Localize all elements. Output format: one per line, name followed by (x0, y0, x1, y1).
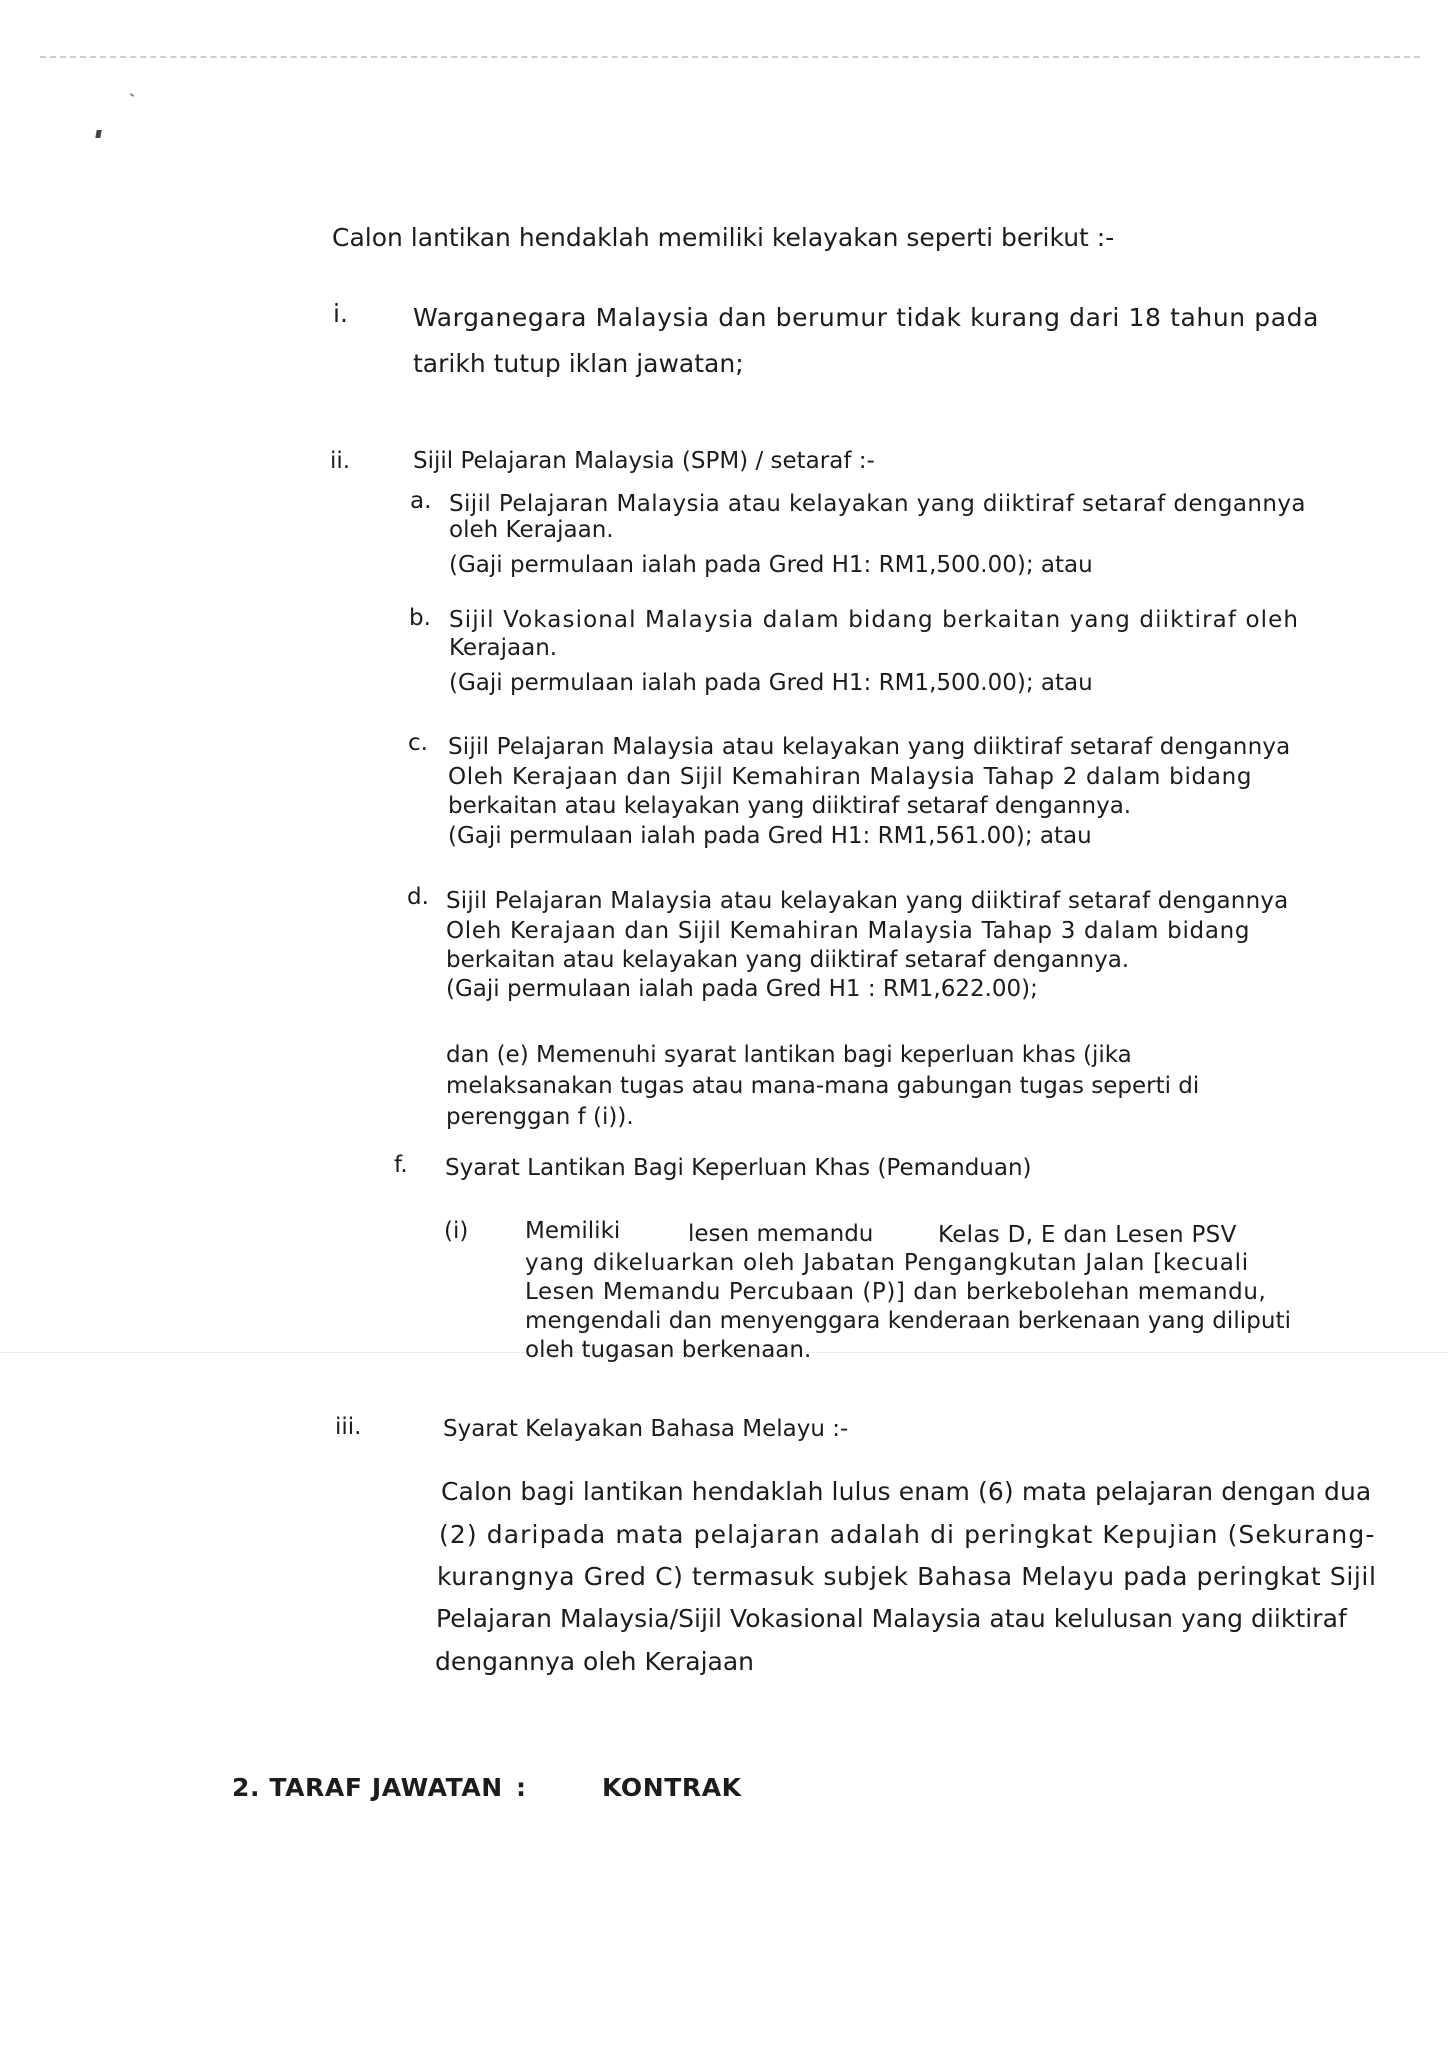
sub-item-f-i-line: mengendali dan menyenggara kenderaan berkenaan yang diliputi (525, 1308, 1292, 1334)
sub-item-c-line: berkaitan atau kelayakan yang diiktiraf setaraf dengannya. (448, 793, 1132, 819)
sub-item-f-i-line: yang dikeluarkan oleh Jabatan Pengangkutan Jalan [kecuali (525, 1250, 1249, 1276)
sub-item-f-i-word: Memiliki (525, 1218, 621, 1244)
sub-item-a-line: Sijil Pelajaran Malaysia atau kelayakan yang diiktiraf setaraf dengannya (449, 491, 1306, 517)
sub-item-c-line: Oleh Kerajaan dan Sijil Kemahiran Malaysia Tahap 2 dalam bidang (448, 764, 1253, 790)
sub-item-b-line: Kerajaan. (449, 635, 558, 661)
sub-item-a-salary: (Gaji permulaan ialah pada Gred H1: RM1,500.00); atau (449, 552, 1093, 578)
item-iii-title: Syarat Kelayakan Bahasa Melayu :- (443, 1416, 849, 1442)
sub-item-c-line: Sijil Pelajaran Malaysia atau kelayakan yang diiktiraf setaraf dengannya (448, 734, 1291, 760)
item-iii-line: Pelajaran Malaysia/Sijil Vokasional Malaysia atau kelulusan yang diiktiraf (436, 1604, 1347, 1633)
sub-item-d-line: Oleh Kerajaan dan Sijil Kemahiran Malaysia Tahap 3 dalam bidang (446, 918, 1251, 944)
section-2-value: KONTRAK (602, 1773, 742, 1802)
sub-item-e-line: dan (e) Memenuhi syarat lantikan bagi keperluan khas (jika (446, 1042, 1132, 1068)
sub-item-e-line: melaksanakan tugas atau mana-mana gabungan tugas seperti di (446, 1073, 1200, 1099)
sub-item-b-label: b. (409, 605, 431, 631)
item-iii-line: Calon bagi lantikan hendaklah lulus enam (6) mata pelajaran dengan dua (441, 1477, 1372, 1506)
sub-item-d-line: berkaitan atau kelayakan yang diiktiraf setaraf dengannya. (446, 947, 1130, 973)
sub-item-b-salary: (Gaji permulaan ialah pada Gred H1: RM1,500.00); atau (449, 670, 1093, 696)
scan-artifact-speck (95, 130, 101, 138)
sub-item-f-label: f. (394, 1152, 408, 1178)
section-2-colon: : (516, 1773, 526, 1802)
sub-item-d-salary: (Gaji permulaan ialah pada Gred H1 : RM1,622.00); (446, 976, 1038, 1002)
sub-item-f-i-label: (i) (444, 1218, 469, 1244)
item-iii-line: (2) daripada mata pelajaran adalah di peringkat Kepujian (Sekurang- (439, 1520, 1376, 1549)
sub-item-c-label: c. (408, 730, 428, 756)
scan-artifact-line (40, 56, 1420, 58)
intro-text: Calon lantikan hendaklah memiliki kelayakan seperti berikut :- (332, 223, 1115, 252)
sub-item-e-line: perenggan f (i)). (446, 1104, 634, 1130)
item-ii-title: Sijil Pelajaran Malaysia (SPM) / setaraf :- (413, 448, 875, 474)
section-2-heading: 2. TARAF JAWATAN (232, 1773, 503, 1802)
sub-item-b-line: Sijil Vokasional Malaysia dalam bidang berkaitan yang diiktiraf oleh (449, 607, 1300, 633)
sub-item-d-label: d. (407, 884, 429, 910)
sub-item-f-i-word: lesen memandu (688, 1221, 874, 1247)
item-iii-number: iii. (335, 1414, 362, 1440)
sub-item-f-i-word: Kelas D, E dan Lesen PSV (938, 1222, 1237, 1248)
sub-item-a-line: oleh Kerajaan. (449, 517, 614, 543)
sub-item-f-i-line: oleh tugasan berkenaan. (525, 1337, 812, 1363)
sub-item-f-i-line: Lesen Memandu Percubaan (P)] dan berkebolehan memandu, (525, 1279, 1267, 1305)
item-iii-line: kurangnya Gred C) termasuk subjek Bahasa Melayu pada peringkat Sijil (437, 1562, 1377, 1591)
sub-item-d-line: Sijil Pelajaran Malaysia atau kelayakan yang diiktiraf setaraf dengannya (446, 888, 1289, 914)
sub-item-a-label: a. (410, 488, 432, 514)
item-iii-line: dengannya oleh Kerajaan (435, 1647, 755, 1676)
item-i-line: Warganegara Malaysia dan berumur tidak kurang dari 18 tahun pada (413, 303, 1320, 332)
scan-artifact-mark (130, 93, 134, 97)
item-i-line: tarikh tutup iklan jawatan; (413, 349, 744, 378)
item-ii-number: ii. (330, 448, 351, 474)
sub-item-c-salary: (Gaji permulaan ialah pada Gred H1: RM1,561.00); atau (448, 823, 1092, 849)
sub-item-f-title: Syarat Lantikan Bagi Keperluan Khas (Pemanduan) (445, 1155, 1032, 1181)
item-i-number: i. (333, 299, 348, 328)
